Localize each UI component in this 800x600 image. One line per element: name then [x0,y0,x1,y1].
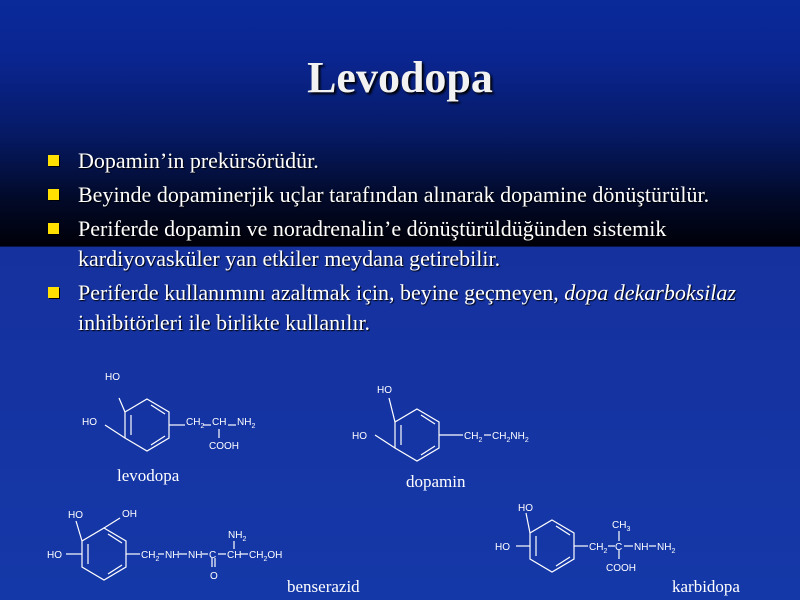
dopamin-ho-top: HO [377,385,392,396]
levodopa-structure [75,368,275,463]
svg-text:CH3 [612,520,630,533]
dopamin-sub2-a: 2 [478,437,483,444]
square-bullet-icon [48,189,59,200]
bullet-item [44,180,764,210]
svg-text:CH2NH2 [492,431,529,444]
benserazid-nh-a: NH [165,550,180,561]
dopamin-sub2-b: 2 [506,437,511,444]
square-bullet-icon [48,287,59,298]
svg-text:NH2 [237,417,255,430]
levodopa-sub2: 2 [200,423,205,430]
slide-title: Levodopa [307,53,493,102]
benserazid-ch-b: CH [227,550,242,561]
karbidopa-caption: karbidopa [672,577,740,596]
karbidopa-diagram [488,497,708,587]
svg-text:CH2 [186,417,204,430]
svg-text:CH2 [141,550,159,563]
bullet-text: Periferde dopamin ve noradrenalin’e dönüştürüldüğünden sistemik kardiyovasküler yan etkiler meydana getirebilir. [78,216,667,271]
benserazid-nh-b: NH [188,550,203,561]
benserazid-sub2-a: 2 [155,556,160,563]
levodopa-cooh: COOH [209,441,239,452]
karbidopa-ho-top: HO [518,503,533,514]
levodopa-caption: levodopa [117,466,180,485]
dopamin-nh: NH [510,431,525,442]
levodopa-ho-top: HO [105,372,120,383]
benserazid-ho-left: HO [47,550,62,561]
dopamin-diagram [345,382,565,472]
bullet-list [44,146,764,342]
square-bullet-icon [48,155,59,166]
levodopa-diagram [75,368,275,458]
dopamin-ho-left: HO [352,431,367,442]
bullet-text: Beyinde dopaminerjik uçlar tarafından alınarak dopamine dönüştürülür. [78,182,710,207]
benserazid-sub2-c: 2 [263,556,268,563]
svg-text:CH2OH [249,550,282,563]
svg-text:CH2 [464,431,482,444]
benserazid-ch-c: CH [249,550,264,561]
karbidopa-c: C [615,542,623,553]
karbidopa-nh-a: NH [634,542,649,553]
benserazid-structure [40,505,310,600]
dopamin-ch-a: CH [464,431,479,442]
karbidopa-sub2-a: 2 [603,548,608,555]
karbidopa-ch-a: CH [589,542,604,553]
bullet-item [44,214,764,274]
benserazid-nh2: NH [228,530,243,541]
levodopa-ch2: CH [212,417,227,428]
benserazid-oh: OH [267,550,283,561]
svg-text:NH2 [657,542,675,555]
levodopa-nh: NH [237,417,252,428]
dopamin-caption: dopamin [406,472,466,491]
levodopa-ch: CH [186,417,201,428]
karbidopa-sub2-b: 2 [671,548,676,555]
dopamin-structure [345,382,565,477]
benserazid-c: C [209,550,217,561]
karbidopa-ho-left: HO [495,542,510,553]
karbidopa-sub3: 3 [626,526,631,533]
karbidopa-nh-b: NH [657,542,672,553]
benserazid-caption: benserazid [287,577,360,596]
benserazid-diagram [40,505,310,595]
levodopa-ho-left: HO [82,417,97,428]
benserazid-ch-a: CH [141,550,156,561]
bullet-text: Dopamin’in prekürsörüdür. [78,148,319,173]
levodopa-nh-sub2: 2 [251,423,256,430]
bullet-item [44,278,764,338]
bullet-item [44,146,764,176]
svg-text:CH2 [589,542,607,555]
bullet-text-before: Periferde kullanımını azaltmak için, beyine geçmeyen, [78,280,565,305]
svg-text:NH2 [228,530,246,543]
karbidopa-ch3: CH [612,520,627,531]
benserazid-ho-top: HO [68,510,83,521]
benserazid-o: O [210,571,218,582]
square-bullet-icon [48,223,59,234]
karbidopa-cooh: COOH [606,563,636,574]
bullet-text-emphasis: dopa dekarboksilaz [564,280,736,305]
benserazid-sub2-b: 2 [242,536,247,543]
bullet-text-after: inhibitörleri ile birlikte kullanılır. [78,310,371,335]
dopamin-ch-b: CH [492,431,507,442]
dopamin-sub2-c: 2 [524,437,529,444]
benserazid-oh-top: OH [122,509,137,520]
